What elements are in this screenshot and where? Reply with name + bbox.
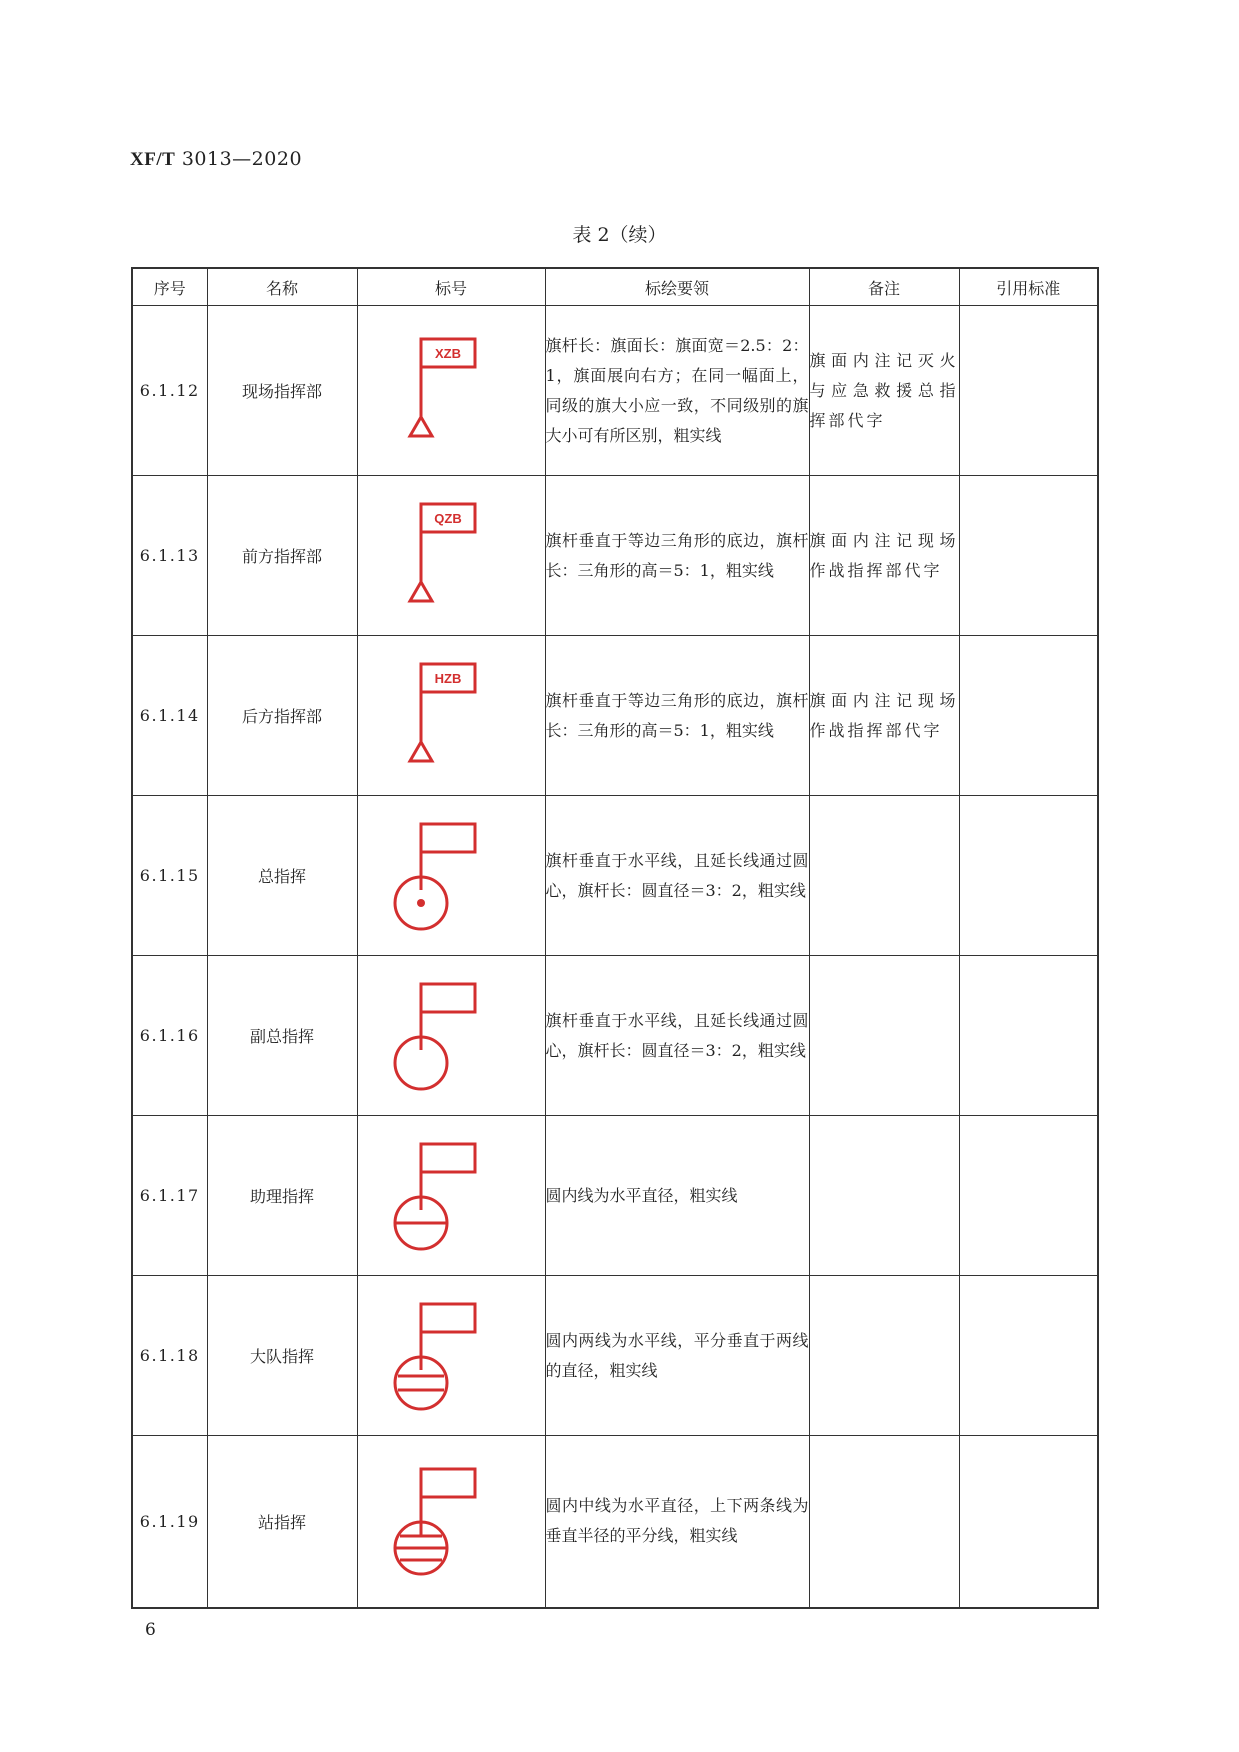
row-code: 6.1.16 <box>132 956 207 1116</box>
row-symbol <box>357 1276 545 1436</box>
row-note <box>809 1436 959 1608</box>
row-note: 旗面内注记现场作战指挥部代字 <box>809 476 959 636</box>
row-symbol <box>357 956 545 1116</box>
row-note <box>809 796 959 956</box>
row-method: 旗杆垂直于水平线，且延长线通过圆心，旗杆长：圆直径＝3：2，粗实线 <box>545 796 809 956</box>
document-header <box>130 148 302 171</box>
table-row <box>132 476 1098 636</box>
flag-code-text: XZB <box>435 345 461 361</box>
row-method: 旗杆垂直于水平线，且延长线通过圆心，旗杆长：圆直径＝3：2，粗实线 <box>545 956 809 1116</box>
row-reference <box>959 1116 1098 1276</box>
row-name: 助理指挥 <box>207 1116 357 1276</box>
row-symbol <box>357 796 545 956</box>
row-code: 6.1.15 <box>132 796 207 956</box>
row-note: 旗面内注记灭火与应急救援总指挥部代字 <box>809 306 959 476</box>
row-reference <box>959 1276 1098 1436</box>
command-symbol-icon <box>391 329 511 449</box>
column-header-reference: 引用标准 <box>959 268 1098 306</box>
table-header-row <box>132 268 1098 306</box>
command-symbol-icon <box>391 974 511 1094</box>
row-method: 圆内中线为水平直径，上下两条线为垂直半径的平分线，粗实线 <box>545 1436 809 1608</box>
row-name: 总指挥 <box>207 796 357 956</box>
row-reference <box>959 476 1098 636</box>
row-reference <box>959 956 1098 1116</box>
row-name: 现场指挥部 <box>207 306 357 476</box>
row-code: 6.1.12 <box>132 306 207 476</box>
table-row <box>132 636 1098 796</box>
row-name: 大队指挥 <box>207 1276 357 1436</box>
command-symbol-icon <box>391 814 511 934</box>
row-method: 圆内线为水平直径，粗实线 <box>545 1116 809 1276</box>
table-row <box>132 1116 1098 1276</box>
command-symbol-icon <box>391 654 511 774</box>
row-name: 前方指挥部 <box>207 476 357 636</box>
row-reference <box>959 1436 1098 1608</box>
row-note <box>809 1276 959 1436</box>
column-header-note: 备注 <box>809 268 959 306</box>
table-row <box>132 1276 1098 1436</box>
row-name: 副总指挥 <box>207 956 357 1116</box>
document-prefix: XF/T <box>130 149 176 170</box>
row-method: 旗杆长：旗面长：旗面宽＝2.5：2：1，旗面展向右方；在同一幅面上，同级的旗大小应一致，不同级别的旗大小可有所区别，粗实线 <box>545 306 809 476</box>
row-symbol <box>357 1116 545 1276</box>
table-row <box>132 956 1098 1116</box>
row-name: 后方指挥部 <box>207 636 357 796</box>
command-symbol-icon <box>391 1459 511 1579</box>
column-header-code: 序号 <box>132 268 207 306</box>
row-note: 旗面内注记现场作战指挥部代字 <box>809 636 959 796</box>
column-header-symbol: 标号 <box>357 268 545 306</box>
row-reference <box>959 796 1098 956</box>
table-row <box>132 306 1098 476</box>
row-code: 6.1.14 <box>132 636 207 796</box>
row-code: 6.1.19 <box>132 1436 207 1608</box>
column-header-method: 标绘要领 <box>545 268 809 306</box>
row-symbol <box>357 636 545 796</box>
table-row <box>132 1436 1098 1608</box>
command-symbol-icon <box>391 494 511 614</box>
row-name: 站指挥 <box>207 1436 357 1608</box>
row-method: 旗杆垂直于等边三角形的底边，旗杆长：三角形的高＝5：1，粗实线 <box>545 636 809 796</box>
row-note <box>809 1116 959 1276</box>
row-code: 6.1.17 <box>132 1116 207 1276</box>
flag-code-text: HZB <box>434 670 462 686</box>
row-method: 圆内两线为水平线，平分垂直于两线的直径，粗实线 <box>545 1276 809 1436</box>
row-reference <box>959 636 1098 796</box>
row-symbol <box>357 1436 545 1608</box>
row-symbol <box>357 476 545 636</box>
row-reference <box>959 306 1098 476</box>
command-symbol-icon <box>391 1294 511 1414</box>
page-number: 6 <box>145 1620 156 1640</box>
row-symbol <box>357 306 545 476</box>
row-code: 6.1.13 <box>132 476 207 636</box>
flag-code-text: QZB <box>434 510 462 526</box>
row-code: 6.1.18 <box>132 1276 207 1436</box>
command-symbol-icon <box>391 1134 511 1254</box>
row-method: 旗杆垂直于等边三角形的底边，旗杆长：三角形的高＝5：1，粗实线 <box>545 476 809 636</box>
document-number: 3013—2020 <box>181 148 303 170</box>
table-title: 表 2（续） <box>572 224 667 246</box>
column-header-name: 名称 <box>207 268 357 306</box>
row-note <box>809 956 959 1116</box>
symbol-table <box>131 267 1099 1609</box>
table-row <box>132 796 1098 956</box>
